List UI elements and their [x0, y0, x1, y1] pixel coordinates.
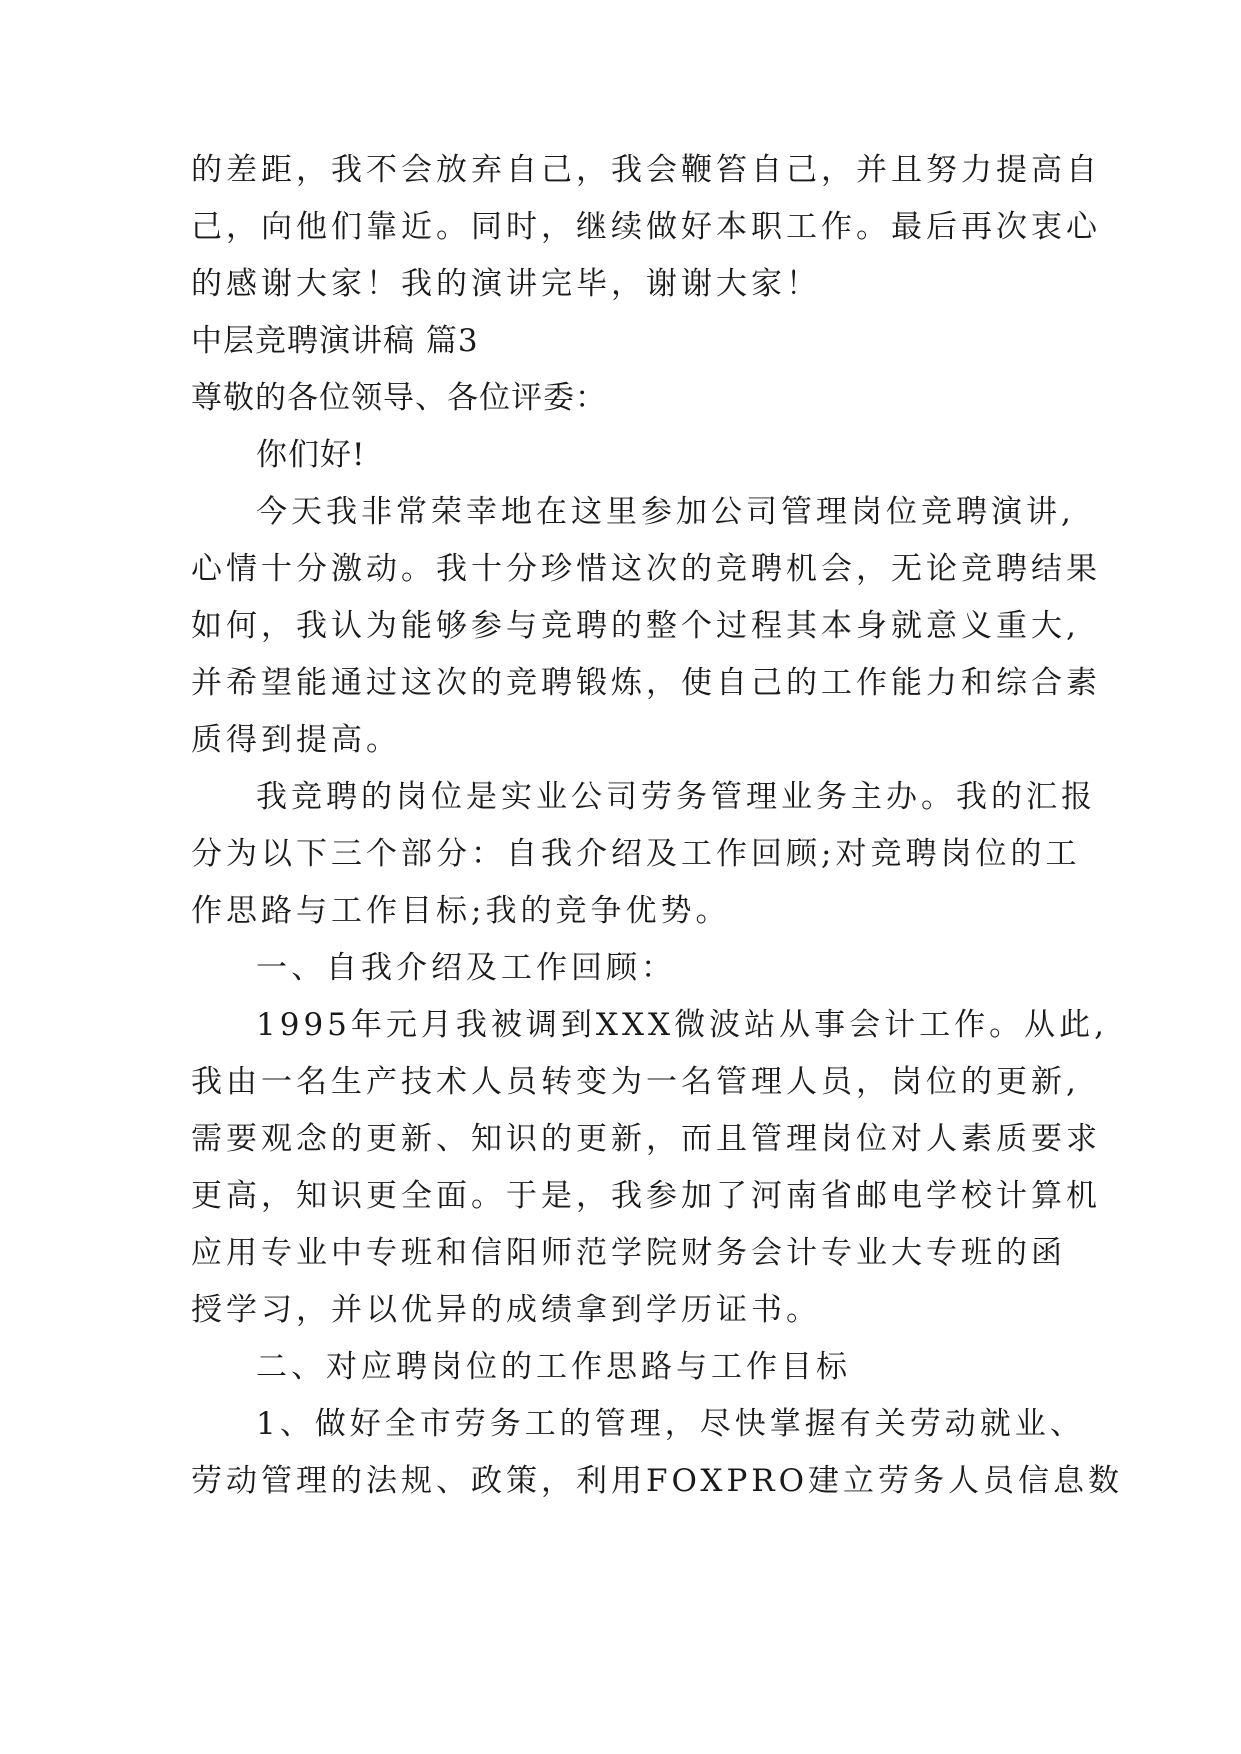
paragraph-first-line: 我竞聘的岗位是实业公司劳务管理业务主办。我的汇报	[256, 779, 1096, 815]
body-text-line: 己，向他们靠近。同时，继续做好本职工作。最后再次衷心	[191, 209, 1101, 245]
subsection-heading: 一、自我介绍及工作回顾：	[256, 950, 676, 986]
body-text-line: 应用专业中专班和信阳师范学院财务会计专业大专班的函	[191, 1235, 1066, 1271]
body-text-line: 我由一名生产技术人员转变为一名管理人员，岗位的更新,	[191, 1064, 1080, 1100]
body-text-line: 授学习，并以优异的成绩拿到学历证书。	[191, 1292, 821, 1328]
salutation: 尊敬的各位领导、各位评委：	[191, 380, 607, 416]
body-text-line: 作思路与工作目标;我的竞争优势。	[191, 893, 731, 929]
body-text-line: 质得到提高。	[191, 722, 401, 758]
body-text-line: 劳动管理的法规、政策，利用FOXPRO建立劳务人员信息数	[191, 1463, 1124, 1499]
body-text-line: 需要观念的更新、知识的更新，而且管理岗位对人素质要求	[191, 1121, 1101, 1157]
body-text-line: 更高，知识更全面。于是，我参加了河南省邮电学校计算机	[191, 1178, 1101, 1214]
body-text-line: 的感谢大家！我的演讲完毕，谢谢大家！	[191, 266, 821, 302]
body-text-line: 的差距，我不会放弃自己，我会鞭笞自己，并且努力提高自	[191, 152, 1101, 188]
paragraph-first-line: 今天我非常荣幸地在这里参加公司管理岗位竞聘演讲,	[256, 494, 1075, 530]
greeting: 你们好!	[256, 437, 366, 473]
body-text-line: 并希望能通过这次的竞聘锻炼，使自己的工作能力和综合素	[191, 665, 1101, 701]
subsection-heading: 二、对应聘岗位的工作思路与工作目标	[256, 1349, 851, 1385]
paragraph-first-line: 1、做好全市劳务工的管理，尽快掌握有关劳动就业、	[256, 1406, 1085, 1442]
body-text-line: 分为以下三个部分：自我介绍及工作回顾;对竞聘岗位的工	[191, 836, 1081, 872]
section-heading: 中层竞聘演讲稿 篇3	[191, 323, 479, 359]
body-text-line: 心情十分激动。我十分珍惜这次的竞聘机会，无论竞聘结果	[191, 551, 1101, 587]
paragraph-first-line: 1995年元月我被调到XXX微波站从事会计工作。从此,	[256, 1007, 1108, 1043]
body-text-line: 如何，我认为能够参与竞聘的整个过程其本身就意义重大,	[191, 608, 1080, 644]
